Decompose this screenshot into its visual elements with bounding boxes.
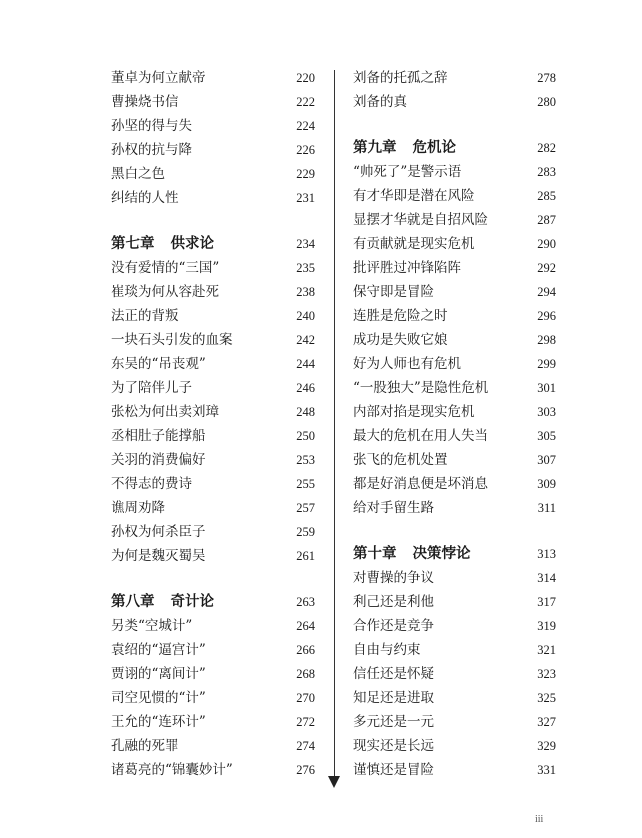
toc-entry-page: 321	[537, 643, 556, 657]
toc-entry-title: 合作还是竞争	[353, 618, 434, 634]
toc-entry[interactable]	[353, 232, 556, 256]
toc-entry[interactable]	[353, 352, 556, 376]
column-divider	[334, 70, 335, 782]
toc-entry[interactable]	[111, 90, 315, 114]
toc-entry[interactable]	[353, 472, 556, 496]
toc-entry-page: 229	[296, 167, 315, 181]
toc-entry-page: 276	[296, 763, 315, 777]
toc-entry[interactable]	[353, 424, 556, 448]
toc-entry-title: 对曹操的争议	[353, 570, 434, 586]
toc-entry-title: 批评胜过冲锋陷阵	[353, 260, 461, 276]
toc-entry[interactable]	[111, 162, 315, 186]
toc-entry[interactable]	[111, 520, 315, 544]
toc-entry[interactable]	[111, 614, 315, 638]
toc-entry-page: 266	[296, 643, 315, 657]
toc-entry[interactable]	[353, 184, 556, 208]
toc-entry[interactable]	[353, 328, 556, 352]
toc-entry-page: 299	[537, 357, 556, 371]
toc-entry-title: 为了陪伴儿子	[111, 380, 192, 396]
toc-entry[interactable]	[111, 66, 315, 90]
toc-entry[interactable]	[111, 186, 315, 210]
toc-entry-page: 253	[296, 453, 315, 467]
toc-entry-title: 成功是失败它娘	[353, 332, 448, 348]
toc-entry-title: 关羽的消费偏好	[111, 452, 206, 468]
toc-entry[interactable]	[353, 662, 556, 686]
toc-entry[interactable]	[111, 114, 315, 138]
toc-entry-page: 309	[537, 477, 556, 491]
toc-entry-title: 刘备的真	[353, 94, 407, 110]
toc-entry[interactable]	[353, 566, 556, 590]
toc-entry-page: 235	[296, 261, 315, 275]
toc-entry-title: 孙坚的得与失	[111, 118, 192, 134]
toc-entry[interactable]	[111, 496, 315, 520]
toc-entry-page: 305	[537, 429, 556, 443]
chapter-page: 282	[537, 141, 556, 155]
arrow-down-icon	[328, 776, 340, 788]
toc-entry-title: 东吴的“吊丧观”	[111, 356, 206, 372]
chapter-number: 第七章	[111, 235, 155, 252]
toc-entry-page: 246	[296, 381, 315, 395]
toc-entry-page: 296	[537, 309, 556, 323]
toc-entry-title: 给对手留生路	[353, 500, 434, 516]
toc-entry-title: 董卓为何立献帝	[111, 70, 206, 86]
toc-entry-title: 刘备的托孤之辞	[353, 70, 448, 86]
toc-entry-title: 现实还是长远	[353, 738, 434, 754]
toc-entry-page: 314	[537, 571, 556, 585]
toc-entry[interactable]	[111, 352, 315, 376]
toc-entry-page: 244	[296, 357, 315, 371]
toc-entry-page: 259	[296, 525, 315, 539]
toc-entry-title: 没有爱情的“三国”	[111, 260, 220, 276]
toc-entry-page: 264	[296, 619, 315, 633]
toc-entry[interactable]	[111, 662, 315, 686]
toc-group-left-c	[111, 614, 315, 782]
toc-entry-title: 有贡献就是现实危机	[353, 236, 475, 252]
toc-entry-title: 内部对掐是现实危机	[353, 404, 475, 420]
toc-entry-title: 利己还是利他	[353, 594, 434, 610]
page-folio: iii	[535, 814, 544, 825]
toc-entry-title: 不得志的费诗	[111, 476, 192, 492]
toc-entry-page: 285	[537, 189, 556, 203]
toc-entry[interactable]	[353, 638, 556, 662]
toc-entry-title: “一股独大”是隐性危机	[353, 380, 489, 396]
chapter-heading-9[interactable]	[353, 136, 556, 160]
chapter-number: 第九章	[353, 139, 397, 156]
toc-entry[interactable]	[353, 734, 556, 758]
toc-entry[interactable]	[353, 66, 556, 90]
toc-entry[interactable]	[111, 304, 315, 328]
toc-entry-page: 242	[296, 333, 315, 347]
toc-entry[interactable]	[353, 686, 556, 710]
toc-entry-page: 319	[537, 619, 556, 633]
toc-entry[interactable]	[353, 304, 556, 328]
toc-entry-page: 272	[296, 715, 315, 729]
toc-entry-title: 贾诩的“离间计”	[111, 666, 206, 682]
toc-entry[interactable]	[111, 638, 315, 662]
toc-entry-page: 331	[537, 763, 556, 777]
toc-entry-page: 317	[537, 595, 556, 609]
toc-entry-page: 274	[296, 739, 315, 753]
toc-entry[interactable]	[353, 614, 556, 638]
toc-entry-title: 显摆才华就是自招风险	[353, 212, 488, 228]
toc-entry[interactable]	[353, 208, 556, 232]
toc-entry[interactable]	[353, 448, 556, 472]
toc-entry-title: “帅死了”是警示语	[353, 164, 462, 180]
toc-entry[interactable]	[111, 734, 315, 758]
toc-entry-title: 孙权的抗与降	[111, 142, 192, 158]
toc-entry[interactable]	[111, 376, 315, 400]
toc-entry-title: 为何是魏灭蜀吴	[111, 548, 206, 564]
chapter-number: 第十章	[353, 545, 397, 562]
chapter-number: 第八章	[111, 593, 155, 610]
toc-entry-page: 238	[296, 285, 315, 299]
toc-entry-title: 一块石头引发的血案	[111, 332, 233, 348]
toc-entry-title: 保守即是冒险	[353, 284, 434, 300]
chapter-page: 263	[296, 595, 315, 609]
toc-entry-title: 谯周劝降	[111, 500, 165, 516]
toc-entry-page: 240	[296, 309, 315, 323]
toc-entry-page: 292	[537, 261, 556, 275]
toc-entry-page: 255	[296, 477, 315, 491]
toc-entry-title: 黑白之色	[111, 166, 165, 182]
toc-entry-title: 曹操烧书信	[111, 94, 179, 110]
toc-entry[interactable]	[111, 256, 315, 280]
chapter-page: 234	[296, 237, 315, 251]
toc-entry-title: 孔融的死罪	[111, 738, 179, 754]
toc-entry-page: 261	[296, 549, 315, 563]
toc-entry-page: 226	[296, 143, 315, 157]
toc-entry-page: 290	[537, 237, 556, 251]
toc-entry[interactable]	[353, 256, 556, 280]
toc-entry-title: 有才华即是潜在风险	[353, 188, 475, 204]
toc-entry-page: 280	[537, 95, 556, 109]
toc-entry-title: 法正的背叛	[111, 308, 179, 324]
toc-entry[interactable]	[353, 376, 556, 400]
toc-entry-page: 303	[537, 405, 556, 419]
chapter-name: 决策悖论	[412, 545, 471, 562]
toc-entry-page: 329	[537, 739, 556, 753]
toc-entry-title: 最大的危机在用人失当	[353, 428, 488, 444]
toc-entry-page: 283	[537, 165, 556, 179]
toc-entry-page: 311	[537, 501, 556, 515]
toc-entry-title: 纠结的人性	[111, 190, 179, 206]
toc-entry-page: 224	[296, 119, 315, 133]
toc-entry[interactable]	[353, 590, 556, 614]
toc-entry[interactable]	[353, 400, 556, 424]
toc-entry[interactable]	[353, 758, 556, 782]
toc-entry-page: 287	[537, 213, 556, 227]
toc-entry[interactable]	[111, 758, 315, 782]
toc-entry[interactable]	[353, 90, 556, 114]
toc-entry-page: 301	[537, 381, 556, 395]
toc-entry-title: 多元还是一元	[353, 714, 434, 730]
toc-entry-page: 307	[537, 453, 556, 467]
toc-entry-title: 诸葛亮的“锦囊妙计”	[111, 762, 233, 778]
toc-entry[interactable]	[111, 710, 315, 734]
toc-entry-page: 231	[296, 191, 315, 205]
toc-entry[interactable]	[353, 160, 556, 184]
chapter-heading-10[interactable]	[353, 542, 556, 566]
toc-group-left-a	[111, 66, 315, 210]
toc-entry-title: 崔琰为何从容赴死	[111, 284, 219, 300]
toc-entry-page: 270	[296, 691, 315, 705]
toc-entry-page: 327	[537, 715, 556, 729]
toc-entry-page: 278	[537, 71, 556, 85]
toc-entry[interactable]	[111, 400, 315, 424]
toc-entry[interactable]	[111, 280, 315, 304]
chapter-name: 危机论	[412, 139, 456, 156]
toc-entry[interactable]	[111, 328, 315, 352]
toc-group-right-a	[353, 66, 556, 114]
toc-left-column	[111, 66, 315, 782]
toc-group-right-c	[353, 566, 556, 782]
toc-entry[interactable]	[353, 496, 556, 520]
toc-entry-page: 268	[296, 667, 315, 681]
toc-entry[interactable]	[111, 138, 315, 162]
toc-entry-title: 连胜是危险之时	[353, 308, 448, 324]
toc-entry-page: 248	[296, 405, 315, 419]
toc-entry-page: 323	[537, 667, 556, 681]
toc-entry-page: 220	[296, 71, 315, 85]
toc-entry[interactable]	[111, 448, 315, 472]
toc-entry[interactable]	[111, 686, 315, 710]
toc-right-column	[353, 66, 556, 782]
toc-entry-title: 知足还是进取	[353, 690, 434, 706]
toc-entry-title: 好为人师也有危机	[353, 356, 461, 372]
toc-entry-title: 张飞的危机处置	[353, 452, 448, 468]
chapter-name: 供求论	[170, 235, 214, 252]
toc-entry-title: 袁绍的“逼宫计”	[111, 642, 206, 658]
toc-entry-title: 司空见惯的“计”	[111, 690, 206, 706]
chapter-heading-8[interactable]	[111, 590, 315, 614]
toc-entry-page: 250	[296, 429, 315, 443]
toc-entry[interactable]	[111, 424, 315, 448]
chapter-name: 奇计论	[170, 593, 214, 610]
toc-entry[interactable]	[111, 544, 315, 568]
chapter-page: 313	[537, 547, 556, 561]
toc-entry-title: 都是好消息便是坏消息	[353, 476, 488, 492]
toc-entry-title: 信任还是怀疑	[353, 666, 434, 682]
toc-entry[interactable]	[353, 280, 556, 304]
toc-entry[interactable]	[111, 472, 315, 496]
toc-entry-page: 298	[537, 333, 556, 347]
toc-entry-page: 257	[296, 501, 315, 515]
toc-entry[interactable]	[353, 710, 556, 734]
toc-group-right-b	[353, 160, 556, 520]
chapter-heading-7[interactable]	[111, 232, 315, 256]
toc-entry-title: 孙权为何杀臣子	[111, 524, 206, 540]
toc-entry-title: 自由与约束	[353, 642, 421, 658]
toc-entry-page: 294	[537, 285, 556, 299]
toc-entry-title: 张松为何出卖刘璋	[111, 404, 219, 420]
toc-entry-title: 王允的“连环计”	[111, 714, 206, 730]
toc-entry-page: 325	[537, 691, 556, 705]
toc-group-left-b	[111, 256, 315, 568]
toc-entry-page: 222	[296, 95, 315, 109]
toc-entry-title: 丞相肚子能撑船	[111, 428, 206, 444]
toc-entry-title: 谨慎还是冒险	[353, 762, 434, 778]
toc-entry-title: 另类“空城计”	[111, 618, 193, 634]
